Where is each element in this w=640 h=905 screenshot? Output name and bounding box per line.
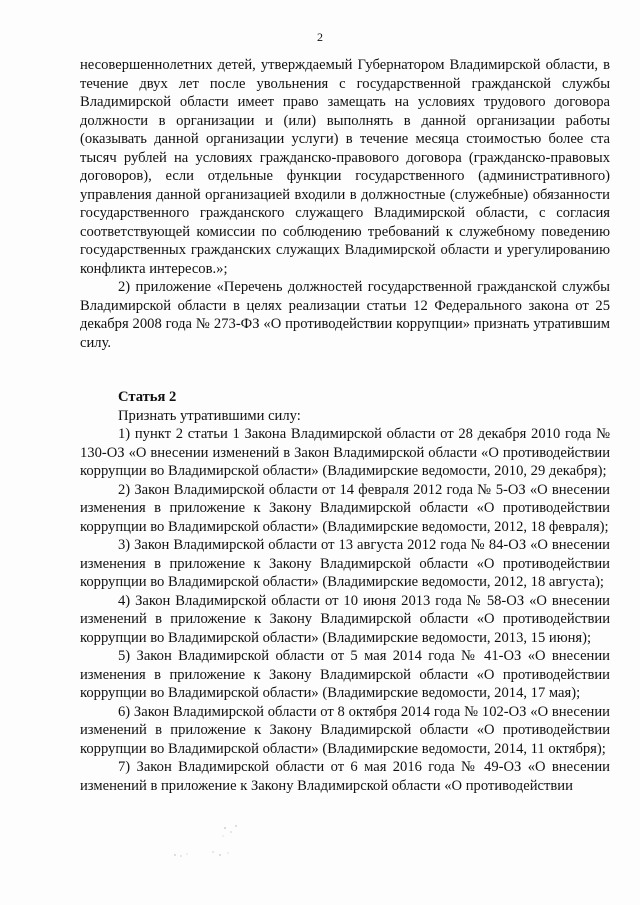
page-number: 2 [317,30,323,44]
intro-paragraph: несовершеннолетних детей, утверждаемый Губернатором Владимирской области, в течение двух лет после увольнения с государственной гражданской службы Владимирской области имеет право замещать на условиях трудового договора должности в организации и (или) выполнять в данной организации работы (оказывать данной организации услуги) в течение месяца стоимостью более ста тысяч рублей на условиях гражданско-правового договора (гражданско-правовых договоров), если отдельные функции государственного (административного) управления данной организацией входили в должностные (служебные) обязанности государственного гражданского служащего Владимирской области, с согласия соответствующей комиссии по соблюдению требований к служебному поведению государственных гражданских служащих Владимирской области и урегулированию конфликта интересов.»; [80,57,610,277]
section-spacer [80,352,610,388]
article-2-item-2: 2) Закон Владимирской области от 14 февраля 2012 года № 5-ОЗ «О внесении изменения в приложение к Закону Владимирской области «О противодействии коррупции во Владимирской области» (Владимирские ведомости, 2012, 18 февраля); [80,481,610,535]
document-body [80,56,610,795]
scan-specks [165,822,255,862]
article-2-intro: Признать утратившими силу: [118,407,301,424]
article-2-item-3: 3) Закон Владимирской области от 13 августа 2012 года № 84-ОЗ «О внесении изменения в приложение к Закону Владимирской области «О противодействии коррупции во Владимирской области» (Владимирские ведомости, 2012, 18 августа); [80,537,610,590]
article-2-item-1: 1) пункт 2 статьи 1 Закона Владимирской области от 28 декабря 2010 года № 130-ОЗ «О внесении изменений в Закон Владимирской области «О противодействии коррупции во Владимирской области» (Владимирские ведомости, 2010, 29 декабря); [80,426,610,479]
article-2-title: Статья 2 [118,389,177,405]
article-2-item-5: 5) Закон Владимирской области от 5 мая 2014 года № 41-ОЗ «О внесении изменения в приложение к Закону Владимирской области «О противодействии коррупции во Владимирской области» (Владимирские ведомости, 2014, 17 мая); [80,648,610,701]
article-2-item-4: 4) Закон Владимирской области от 10 июня 2013 года № 58-ОЗ «О внесении изменений в приложение к Закону Владимирской области «О противодействии коррупции во Владимирской области» (Владимирские ведомости, 2013, 15 июня); [80,592,610,646]
item-2-paragraph: 2) приложение «Перечень должностей государственной гражданской службы Владимирской области в целях реализации статьи 12 Федерального закона от 25 декабря 2008 года № 273-ФЗ «О противодействии коррупции» признать утратившим силу. [80,279,610,351]
article-2-item-7: 7) Закон Владимирской области от 6 мая 2016 года № 49-ОЗ «О внесении изменений в приложение к Закону Владимирской области «О противодействии [80,759,610,794]
article-2-item-6: 6) Закон Владимирской области от 8 октября 2014 года № 102-ОЗ «О внесении изменений в приложение к Закону Владимирской области «О противодействии коррупции во Владимирской области» (Владимирские ведомости, 2014, 11 октября); [80,703,610,757]
